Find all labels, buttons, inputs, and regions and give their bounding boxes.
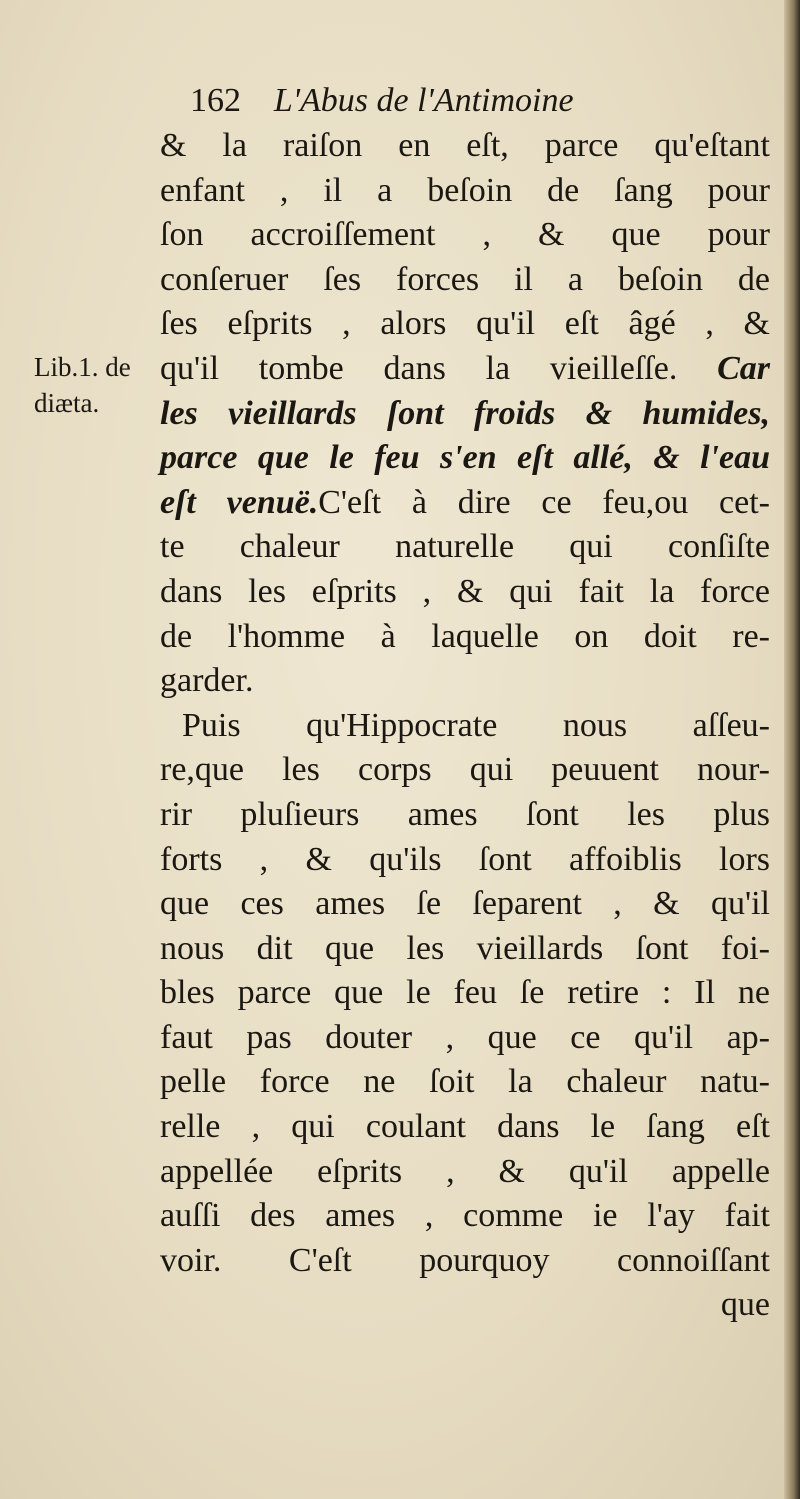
catchword: que bbox=[720, 1286, 770, 1324]
page-number: 162 bbox=[190, 82, 241, 119]
text-line: nous dit que les vieillards ſont foi- bbox=[160, 929, 770, 967]
text-line: faut pas douter , que ce qu'il ap- bbox=[160, 1018, 770, 1056]
text-line-paragraph-start: Puis qu'Hippocrate nous aſſeu- bbox=[182, 706, 770, 744]
running-title: L'Abus de l'Antimoine bbox=[273, 82, 574, 119]
text-line: conſeruer ſes forces il a beſoin de bbox=[160, 260, 770, 298]
text-line: dans les eſprits , & qui fait la force bbox=[160, 572, 770, 610]
text-line: voir. C'eſt pourquoy connoiſſant bbox=[160, 1241, 770, 1279]
text-line-italic: parce que le feu s'en eſt allé, & l'eau bbox=[160, 439, 770, 477]
text-line: rir pluſieurs ames ſont les plus bbox=[160, 795, 770, 833]
page-gutter-shadow bbox=[784, 0, 800, 1499]
text-line: que ces ames ſe ſeparent , & qu'il bbox=[160, 885, 770, 923]
text-line: te chaleur naturelle qui conſiſte bbox=[160, 528, 770, 566]
text-line: relle , qui coulant dans le ſang eſt bbox=[160, 1108, 770, 1146]
text-line: auſſi des ames , comme ie l'ay fait bbox=[160, 1197, 770, 1235]
text-line: ſon accroiſſement , & que pour bbox=[160, 216, 770, 254]
text-line: ſes eſprits , alors qu'il eſt âgé , & bbox=[160, 305, 770, 343]
text-line: re,que les corps qui peuuent nour- bbox=[160, 751, 770, 789]
text-line: qu'il tombe dans la vieilleſſe. Car bbox=[160, 349, 771, 387]
text-line: de l'homme à laquelle on doit re- bbox=[160, 617, 770, 655]
text-line: forts , & qu'ils ſont affoiblis lors bbox=[160, 840, 770, 878]
body-text bbox=[160, 124, 770, 1328]
page-header bbox=[190, 76, 574, 124]
margin-note-reference: Lib.1. de bbox=[34, 352, 131, 382]
text-line: enfant , il a beſoin de ſang pour bbox=[160, 171, 770, 209]
italic-text: Car bbox=[717, 349, 771, 387]
text-line-paragraph-end: garder. bbox=[160, 662, 254, 700]
text-line: pelle force ne ſoit la chaleur natu- bbox=[160, 1063, 770, 1101]
text-line: bles parce que le feu ſe retire : Il ne bbox=[160, 974, 770, 1012]
margin-note-reference-cont: diæta. bbox=[34, 388, 100, 418]
text-line: eſt venuë.C'eſt à dire ce feu,ou cet- bbox=[160, 483, 770, 521]
italic-text: eſt venuë. bbox=[160, 483, 319, 521]
text-line: & la raiſon en eſt, parce qu'eſtant bbox=[160, 127, 770, 164]
text-line: appellée eſprits , & qu'il appelle bbox=[160, 1152, 770, 1190]
text-line-italic: les vieillards ſont froids & humides, bbox=[160, 394, 770, 432]
